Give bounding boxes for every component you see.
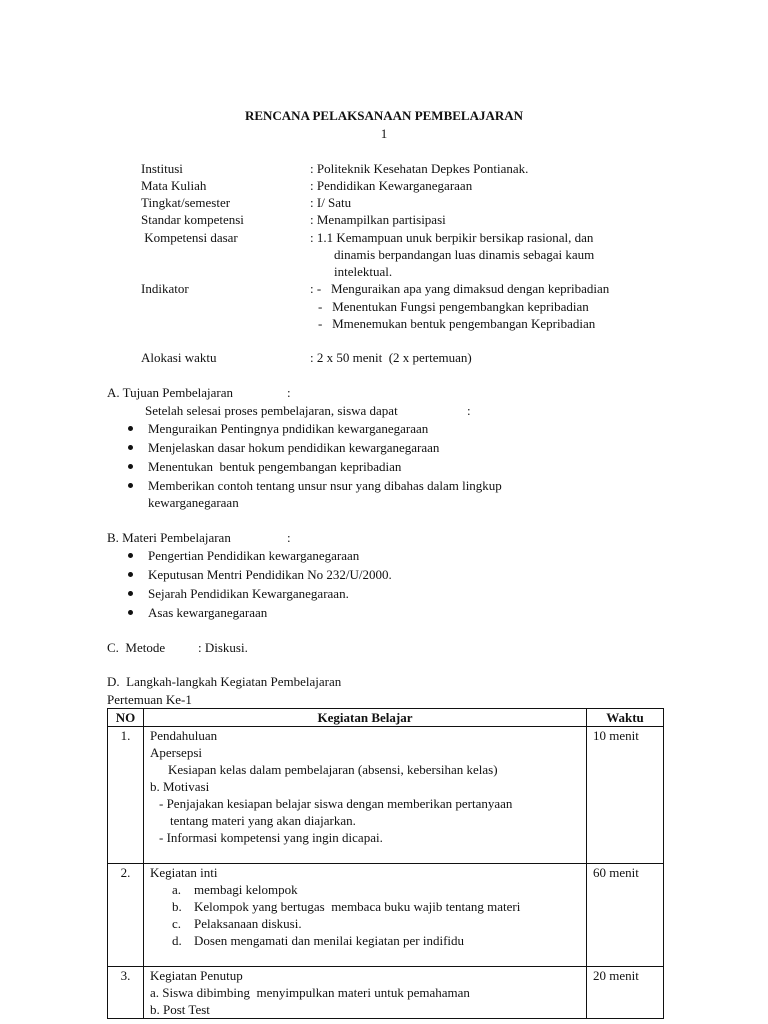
info-value-indikator-3: - Mmenemukan bentuk pengembangan Kepribadian [318,316,596,331]
row-time: 60 menit [587,864,664,967]
activity-line: Kegiatan inti [150,865,218,880]
info-value-institusi: : Politeknik Kesehatan Depkes Pontianak. [310,161,529,176]
table-row [108,864,664,967]
activity-line: tentang materi yang akan diajarkan. [170,813,356,828]
activity-line: Kesiapan kelas dalam pembelajaran (absensi, kebersihan kelas) [168,762,498,777]
info-label-mata-kuliah: Mata Kuliah [141,178,207,193]
info-label-standar: Standar kompetensi [141,212,244,227]
activity-line: Pelaksanaan diskusi. [194,916,302,931]
row-number: 2. [108,864,144,967]
section-b-heading: B. Materi Pembelajaran [107,530,231,545]
info-value-kompetensi-1: : 1.1 Kemampuan unuk berpikir bersikap rasional, dan [310,230,594,245]
item-letter: c. [172,916,182,931]
table-row [108,967,664,1019]
activity-line: Kelompok yang bertugas membaca buku wajib tentang materi [194,899,521,914]
info-value-indikator-2: - Menentukan Fungsi pengembangkan kepribadian [318,299,589,314]
bullet-icon [128,572,133,577]
activity-table [107,708,664,1019]
activity-line: b. Motivasi [150,779,210,794]
table-header-row [108,709,664,727]
bullet-icon [128,445,133,450]
info-value-kompetensi-2: dinamis berpandangan luas dinamis sebagai kaum [334,247,595,262]
bullet-icon [128,553,133,558]
section-a-item-continuation: kewarganegaraan [148,495,239,510]
bullet-icon [128,464,133,469]
bullet-icon [128,426,133,431]
info-label-alokasi: Alokasi waktu [141,350,217,365]
section-c-value: : Diskusi. [198,640,248,655]
activity-line: membagi kelompok [194,882,298,897]
info-label-kompetensi: Kompetensi dasar [141,230,238,245]
row-activity [144,727,587,864]
section-b-colon: : [287,530,291,545]
info-value-kompetensi-3: intelektual. [334,264,393,279]
document-title: RENCANA PELAKSANAAN PEMBELAJARAN [244,108,524,123]
row-activity [144,864,587,967]
document-number: 1 [380,126,388,141]
activity-line: - Penjajakan kesiapan belajar siswa dengan memberikan pertanyaan [159,796,513,811]
section-a-intro: Setelah selesai proses pembelajaran, siswa dapat [145,403,398,418]
activity-line: - Informasi kompetensi yang ingin dicapai. [159,830,383,845]
section-b-item: Asas kewarganegaraan [148,605,268,620]
bullet-icon [128,483,133,488]
bullet-icon [128,610,133,615]
activity-line: Pendahuluan [150,728,218,743]
header-no: NO [108,709,144,727]
activity-line: Kegiatan Penutup [150,968,243,983]
activity-line: Apersepsi [150,745,202,760]
info-value-tingkat: : I/ Satu [310,195,352,210]
section-a-item: Menentukan bentuk pengembangan kepribadian [148,459,402,474]
item-letter: a. [172,882,182,897]
activity-line: b. Post Test [150,1002,210,1017]
info-label-institusi: Institusi [141,161,183,176]
table-row [108,727,664,864]
row-activity [144,967,587,1019]
session-label: Pertemuan Ke-1 [107,692,192,707]
row-time: 20 menit [587,967,664,1019]
section-a-intro-colon: : [467,403,471,418]
section-a-item: Memberikan contoh tentang unsur nsur yang dibahas dalam lingkup [148,478,502,493]
bullet-icon [128,591,133,596]
activity-line: Dosen mengamati dan menilai kegiatan per indifidu [194,933,465,948]
section-b-item: Pengertian Pendidikan kewarganegaraan [148,548,360,563]
section-a-item: Menjelaskan dasar hokum pendidikan kewarganegaraan [148,440,440,455]
header-time: Waktu [587,709,664,727]
section-b-item: Keputusan Mentri Pendidikan No 232/U/2000. [148,567,392,582]
header-activity: Kegiatan Belajar [144,709,587,727]
item-letter: b. [172,899,182,914]
section-a-item: Menguraikan Pentingnya pndidikan kewarganegaraan [148,421,429,436]
info-value-standar: : Menampilkan partisipasi [310,212,446,227]
info-value-alokasi: : 2 x 50 menit (2 x pertemuan) [310,350,472,365]
row-time: 10 menit [587,727,664,864]
row-number: 1. [108,727,144,864]
section-b-item: Sejarah Pendidikan Kewarganegaraan. [148,586,349,601]
info-label-indikator: Indikator [141,281,189,296]
section-a-heading: A. Tujuan Pembelajaran [107,385,234,400]
info-value-mata-kuliah: : Pendidikan Kewarganegaraan [310,178,473,193]
section-a-colon: : [287,385,291,400]
info-label-tingkat: Tingkat/semester [141,195,231,210]
item-letter: d. [172,933,182,948]
section-c-label: C. Metode [107,640,166,655]
activity-line: a. Siswa dibimbing menyimpulkan materi untuk pemahaman [150,985,470,1000]
row-number: 3. [108,967,144,1019]
info-value-indikator-1: : - Menguraikan apa yang dimaksud dengan kepribadian [310,281,610,296]
section-d-heading: D. Langkah-langkah Kegiatan Pembelajaran [107,674,342,689]
